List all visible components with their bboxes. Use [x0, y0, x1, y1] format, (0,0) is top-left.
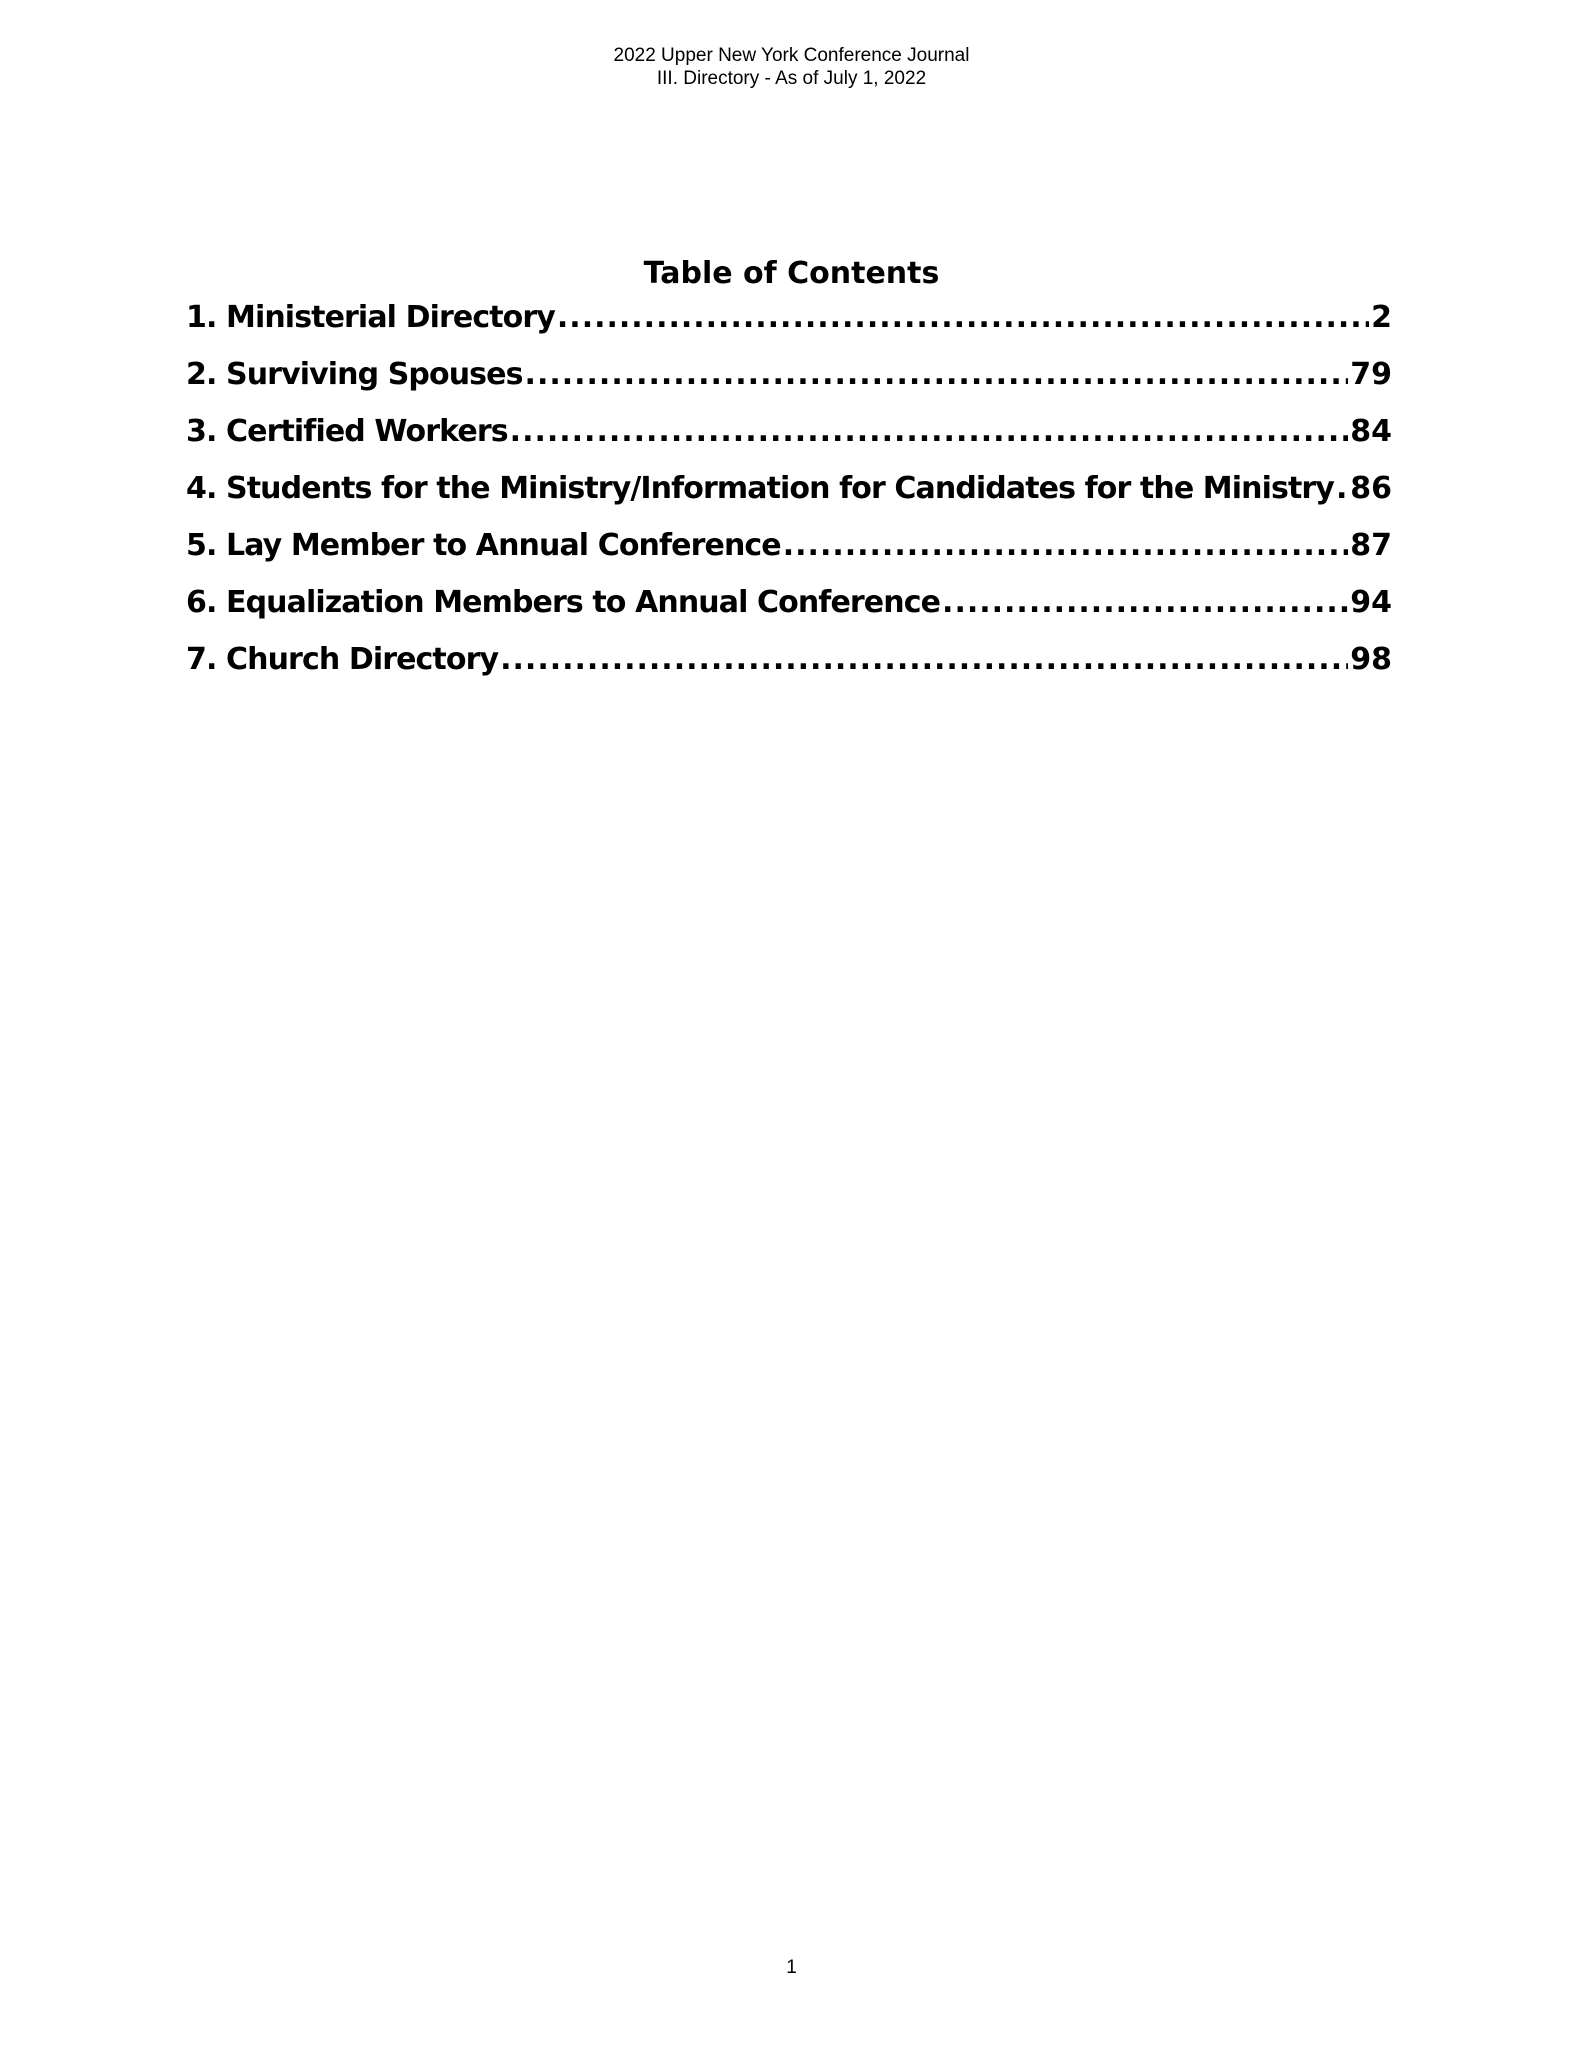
toc-entry-page: 87 [1350, 528, 1392, 563]
toc-entry-label: 6. Equalization Members to Annual Conference [186, 585, 941, 620]
dot-leader [1336, 469, 1348, 509]
table-of-contents [186, 298, 1392, 697]
running-header [0, 44, 1583, 90]
toc-entry-label: 3. Certified Workers [186, 414, 508, 449]
toc-entry-page: 98 [1350, 642, 1392, 677]
toc-entry-page: 86 [1350, 471, 1392, 506]
toc-entry-ministerial-directory[interactable] [186, 298, 1392, 355]
toc-entry-lay-member[interactable] [186, 526, 1392, 583]
dot-leader [557, 298, 1369, 338]
toc-entry-students-for-the-ministry[interactable] [186, 469, 1392, 526]
dot-leader [942, 583, 1348, 623]
toc-title: Table of Contents [643, 256, 940, 291]
toc-entry-label: 1. Ministerial Directory [186, 300, 555, 335]
journal-title: 2022 Upper New York Conference Journal [613, 45, 970, 66]
toc-entry-page: 2 [1371, 300, 1392, 335]
section-subtitle: III. Directory - As of July 1, 2022 [656, 68, 927, 89]
dot-leader [783, 526, 1349, 566]
toc-entry-certified-workers[interactable] [186, 412, 1392, 469]
toc-entry-page: 84 [1350, 414, 1392, 449]
dot-leader [500, 640, 1348, 680]
toc-entry-equalization-members[interactable] [186, 583, 1392, 640]
toc-entry-page: 94 [1350, 585, 1392, 620]
toc-entry-label: 7. Church Directory [186, 642, 499, 677]
toc-entry-church-directory[interactable] [186, 640, 1392, 697]
toc-entry-label: 2. Surviving Spouses [186, 357, 523, 392]
dot-leader [510, 412, 1349, 452]
toc-entry-page: 79 [1350, 357, 1392, 392]
page-number: 1 [786, 1957, 797, 1978]
dot-leader [525, 355, 1349, 395]
toc-entry-label: 4. Students for the Ministry/Information for Candidates for the Ministry [186, 471, 1334, 506]
toc-entry-label: 5. Lay Member to Annual Conference [186, 528, 781, 563]
toc-entry-surviving-spouses[interactable] [186, 355, 1392, 412]
